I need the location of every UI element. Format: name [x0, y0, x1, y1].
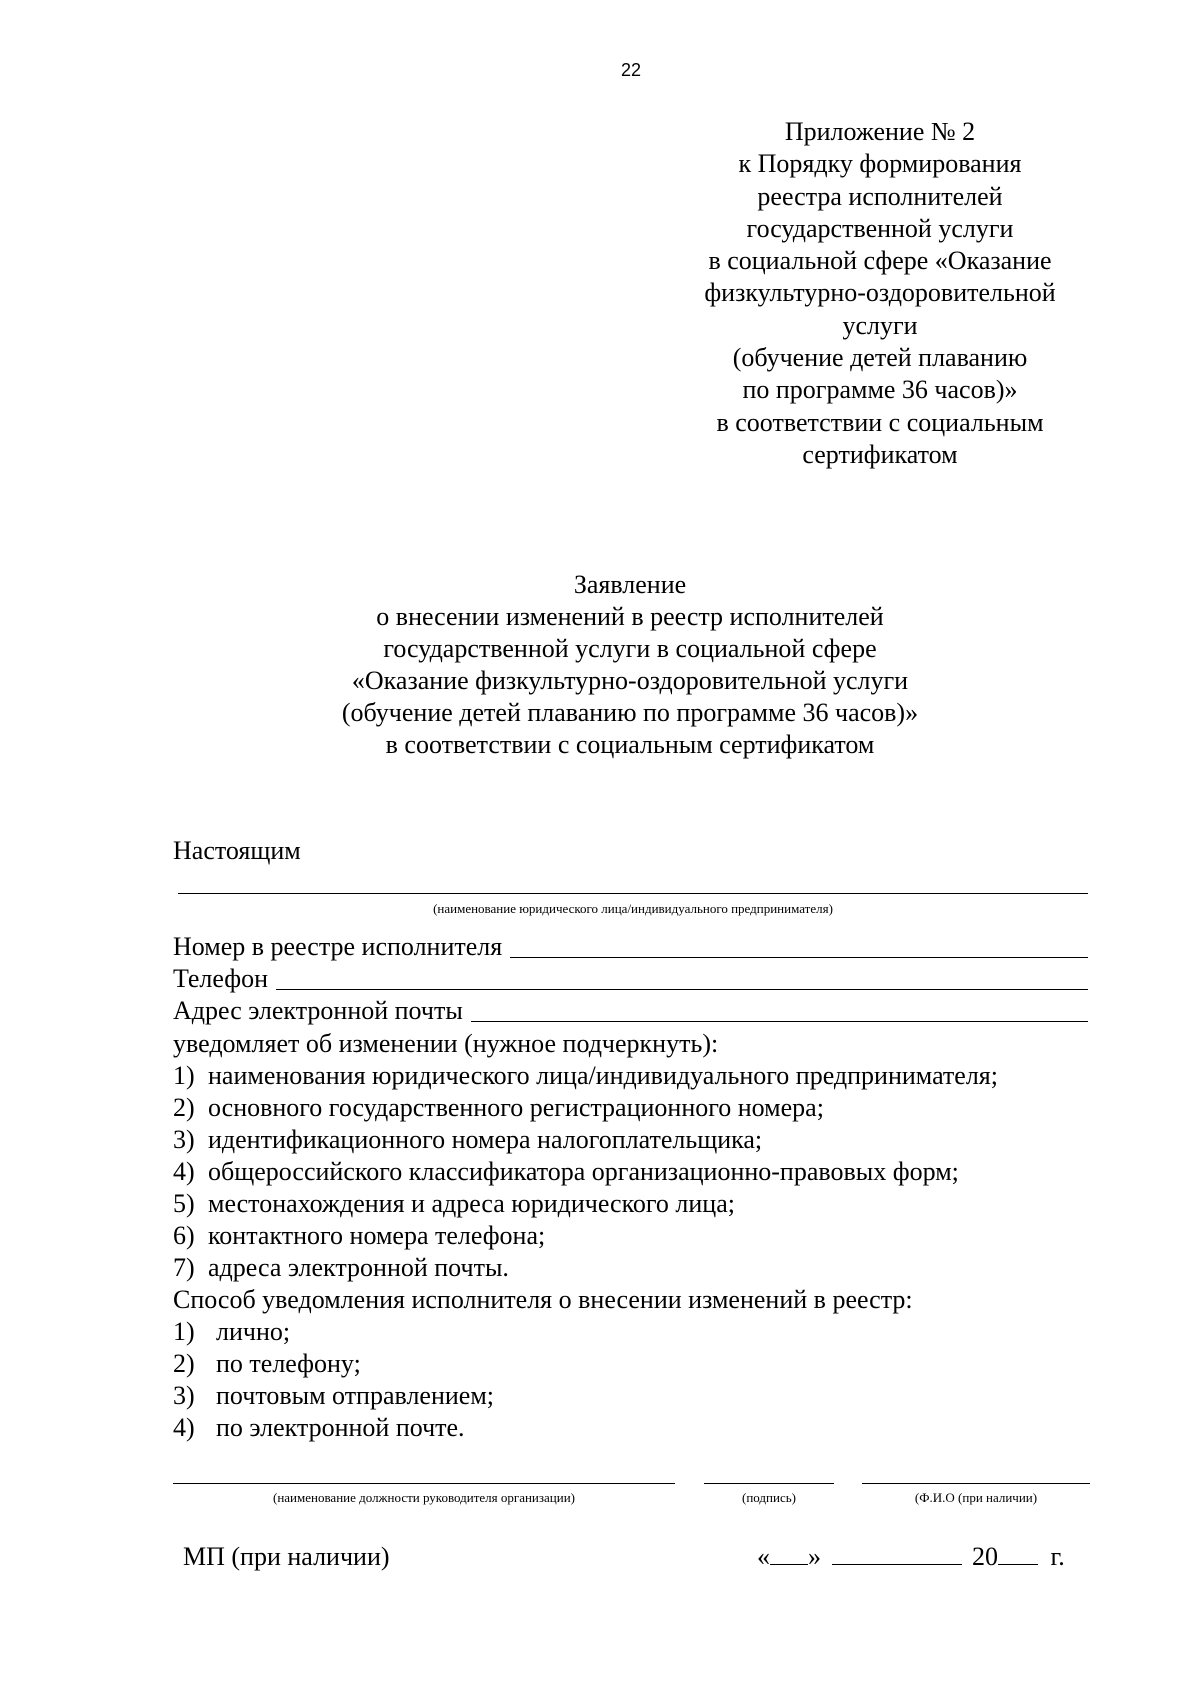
- appendix-line: реестра исполнителей: [757, 181, 1003, 211]
- phone-blank[interactable]: [276, 989, 1088, 990]
- position-caption: (наименование должности руководителя организации): [272, 1490, 575, 1505]
- phone-label: Телефон: [173, 964, 269, 993]
- date-open-quote: «: [757, 1542, 770, 1571]
- list-item[interactable]: [173, 1092, 998, 1124]
- date-year-suffix: г.: [1050, 1542, 1065, 1571]
- list-item-text: наименования юридического лица/индивидуального предпринимателя;: [208, 1061, 998, 1090]
- list-item-number: 6): [173, 1221, 195, 1250]
- entity-name-line[interactable]: [178, 893, 1088, 894]
- date-year-blank[interactable]: [998, 1542, 1038, 1565]
- list-item[interactable]: [173, 1188, 998, 1220]
- full-name-caption: (Ф.И.О (при наличии): [914, 1490, 1038, 1505]
- method-list: [173, 1316, 494, 1444]
- list-item-text: общероссийского классификатора организационно-правовых форм;: [208, 1157, 959, 1186]
- appendix-line: к Порядку формирования: [738, 149, 1022, 179]
- title-line: (обучение детей плаванию по программе 36 часов)»: [341, 698, 919, 727]
- notify-text: уведомляет об изменении (нужное подчеркнуть):: [173, 1029, 719, 1058]
- date-field[interactable]: [757, 1541, 1065, 1573]
- list-item-text: идентификационного номера налогоплательщика;: [208, 1125, 763, 1154]
- list-item-text: контактного номера телефона;: [208, 1221, 546, 1250]
- title-line: «Оказание физкультурно-оздоровительной услуги: [351, 666, 909, 695]
- list-item-text: почтовым отправлением;: [216, 1381, 495, 1410]
- list-item-number: 2): [173, 1349, 195, 1378]
- appendix-line: физкультурно-оздоровительной: [704, 278, 1056, 308]
- stamp-label: МП (при наличии): [183, 1542, 390, 1571]
- list-item-text: основного государственного регистрационного номера;: [208, 1093, 824, 1122]
- list-item[interactable]: [173, 1124, 998, 1156]
- email-field[interactable]: [173, 995, 1088, 1027]
- list-item-number: 4): [173, 1157, 195, 1186]
- list-item-number: 2): [173, 1093, 195, 1122]
- email-blank[interactable]: [471, 1021, 1088, 1022]
- date-day-blank[interactable]: [770, 1542, 808, 1565]
- appendix-line: государственной услуги: [746, 213, 1014, 243]
- position-line[interactable]: [173, 1483, 675, 1484]
- appendix-line: по программе 36 часов)»: [742, 375, 1018, 405]
- appendix-line: в социальной сфере «Оказание: [708, 246, 1052, 276]
- list-item[interactable]: [173, 1316, 494, 1348]
- list-item-number: 7): [173, 1253, 195, 1282]
- signature-line[interactable]: [704, 1483, 834, 1484]
- change-list: [173, 1060, 998, 1284]
- list-item[interactable]: [173, 1060, 998, 1092]
- email-label: Адрес электронной почты: [173, 996, 463, 1025]
- appendix-line: Приложение № 2: [784, 117, 976, 146]
- registry-number-label: Номер в реестре исполнителя: [173, 932, 503, 961]
- list-item[interactable]: [173, 1380, 494, 1412]
- appendix-line: (обучение детей плаванию: [732, 343, 1028, 373]
- list-item-text: по телефону;: [216, 1349, 361, 1378]
- list-item-text: местонахождения и адреса юридического лица;: [208, 1189, 735, 1218]
- appendix-header: [680, 116, 1080, 471]
- intro-text: Настоящим: [173, 836, 301, 865]
- registry-number-blank[interactable]: [510, 957, 1088, 958]
- phone-field[interactable]: [173, 963, 1088, 995]
- list-item[interactable]: [173, 1252, 998, 1284]
- list-item-number: 3): [173, 1125, 195, 1154]
- list-item-number: 4): [173, 1413, 195, 1442]
- list-item-number: 1): [173, 1317, 195, 1346]
- appendix-line: услуги: [842, 310, 918, 340]
- list-item[interactable]: [173, 1220, 998, 1252]
- registry-number-field[interactable]: [173, 931, 1088, 963]
- appendix-line: сертификатом: [802, 439, 958, 469]
- date-month-blank[interactable]: [832, 1542, 962, 1565]
- list-item-number: 5): [173, 1189, 195, 1218]
- list-item-number: 1): [173, 1061, 195, 1090]
- list-item-text: по электронной почте.: [216, 1413, 465, 1442]
- list-item-text: адреса электронной почты.: [208, 1253, 509, 1282]
- title-line: Заявление: [573, 570, 687, 599]
- full-name-line[interactable]: [862, 1483, 1090, 1484]
- list-item[interactable]: [173, 1156, 998, 1188]
- title-line: государственной услуги в социальной сфере: [383, 634, 877, 663]
- list-item[interactable]: [173, 1348, 494, 1380]
- signature-caption: (подпись): [742, 1490, 796, 1505]
- list-item-text: лично;: [216, 1317, 291, 1346]
- entity-name-caption: (наименование юридического лица/индивидуального предпринимателя): [433, 901, 833, 916]
- title-line: о внесении изменений в реестр исполнителей: [376, 602, 884, 631]
- list-item-number: 3): [173, 1381, 195, 1410]
- date-year-prefix: 20: [972, 1542, 998, 1571]
- list-item[interactable]: [173, 1412, 494, 1444]
- document-title: [260, 569, 1000, 761]
- method-heading: Способ уведомления исполнителя о внесении изменений в реестр:: [173, 1285, 913, 1314]
- appendix-line: в соответствии с социальным: [716, 407, 1044, 437]
- date-close-quote: »: [808, 1542, 821, 1571]
- page-number: 22: [620, 60, 642, 80]
- title-line: в соответствии с социальным сертификатом: [385, 730, 875, 759]
